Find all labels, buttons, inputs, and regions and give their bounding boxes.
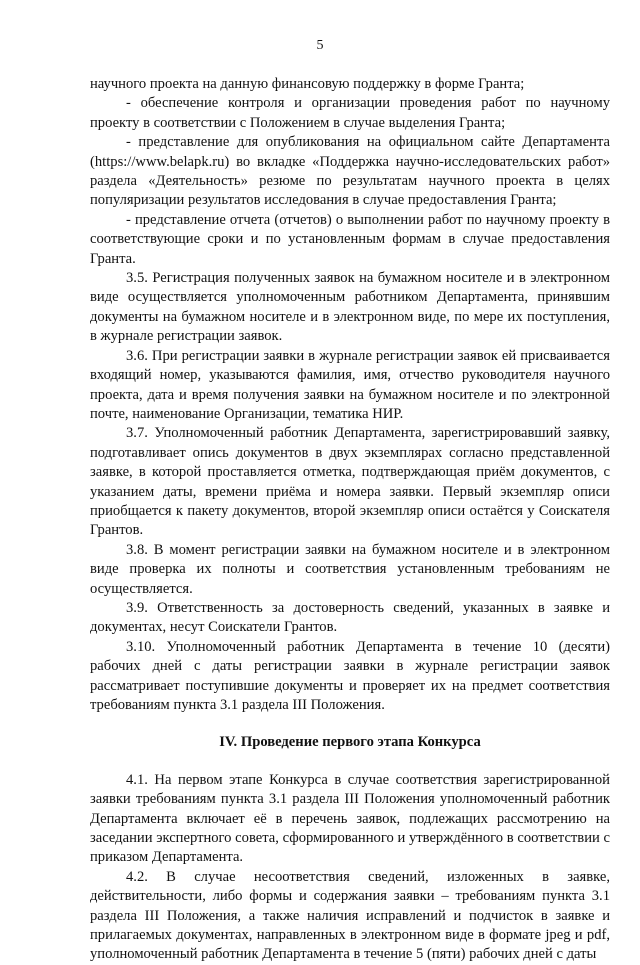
list-item-control: - обеспечение контроля и организации проведения работ по научному проекту в соответствии с Положением в случае выделения Гранта;	[90, 95, 610, 131]
paragraph-3-5: 3.5. Регистрация полученных заявок на бумажном носителе и в электронном виде осуществляется уполномоченным работником Департамента, принявшим документы на бумажном носителе и в электронном виде, по мере их поступления, в журнале регистрации заявок.	[90, 270, 610, 345]
paragraph-continuation: научного проекта на данную финансовую поддержку в форме Гранта;	[90, 76, 525, 92]
paragraph-3-6: 3.6. При регистрации заявки в журнале регистрации заявок ей присваивается входящий номер, указываются фамилия, имя, отчество руководителя научного проекта, дата и время получения заявки на бумажном носителе и по электронной почте, наименование Организации, тематика НИР.	[90, 347, 610, 422]
list-item-report: - представление отчета (отчетов) о выполнении работ по научному проекту в соответствующие сроки и по установленным формам в случае предоставления Гранта.	[90, 211, 610, 267]
paragraph-3-10: 3.10. Уполномоченный работник Департамента в течение 10 (десяти) рабочих дней с даты регистрации заявки в журнале регистрации заявок рассматривает поступившие документы и проверяет их на предмет соответствия требованиям пункта 3.1 раздела III Положения.	[90, 638, 610, 713]
paragraph-3-9: 3.9. Ответственность за достоверность сведений, указанных в заявке и документах, несут Соискатели Грантов.	[90, 599, 610, 636]
paragraph-4-1: 4.1. На первом этапе Конкурса в случае соответствия зарегистрированной заявки требованиям пункта 3.1 раздела III Положения уполномоченный работник Департамента включает её в перечень заявок, подлежащих рассмотрению на заседании экспертного совета, сформированного и утверждённого в соответствии с приказом Департамента.	[90, 771, 610, 866]
paragraph-4-2: 4.2. В случае несоответствия сведений, изложенных в заявке, действительности, либо формы и содержания заявки – требованиям пункта 3.1 раздела III Положения, а также наличия исправлений и подчисток в заявке и прилагаемых документах, направленных в электронном виде в формате jpeg и pdf, уполномоченный работник Департамента в течение 5 (пяти) рабочих дней с даты	[90, 868, 610, 963]
list-item-publication: - представление для опубликования на официальном сайте Департамента (https://www.belapk.ru) во вкладке «Поддержка научно-исследовательских работ» раздела «Деятельность» резюме по результатам научного проекта в целях популяризации результатов исследования в случае предоставления Гранта;	[90, 134, 610, 209]
section-heading: IV. Проведение первого этапа Конкурса	[219, 734, 481, 751]
paragraph-3-7: 3.7. Уполномоченный работник Департамента, зарегистрировавший заявку, подготавливает опись документов в двух экземплярах согласно представленной заявке, в которой проставляется отметка, подтверждающая приём документов, с указанием даты, времени приёма и номера заявки. Первый экземпляр описи приобщается к пакету документов, второй экземпляр описи остаётся у Соискателя Грантов.	[90, 425, 610, 539]
page-number: 5	[316, 38, 324, 53]
paragraph-3-8: 3.8. В момент регистрации заявки на бумажном носителе и в электронном виде проверка их полноты и соответствия установленным требованиям не осуществляется.	[90, 541, 610, 597]
document-body	[90, 75, 610, 965]
